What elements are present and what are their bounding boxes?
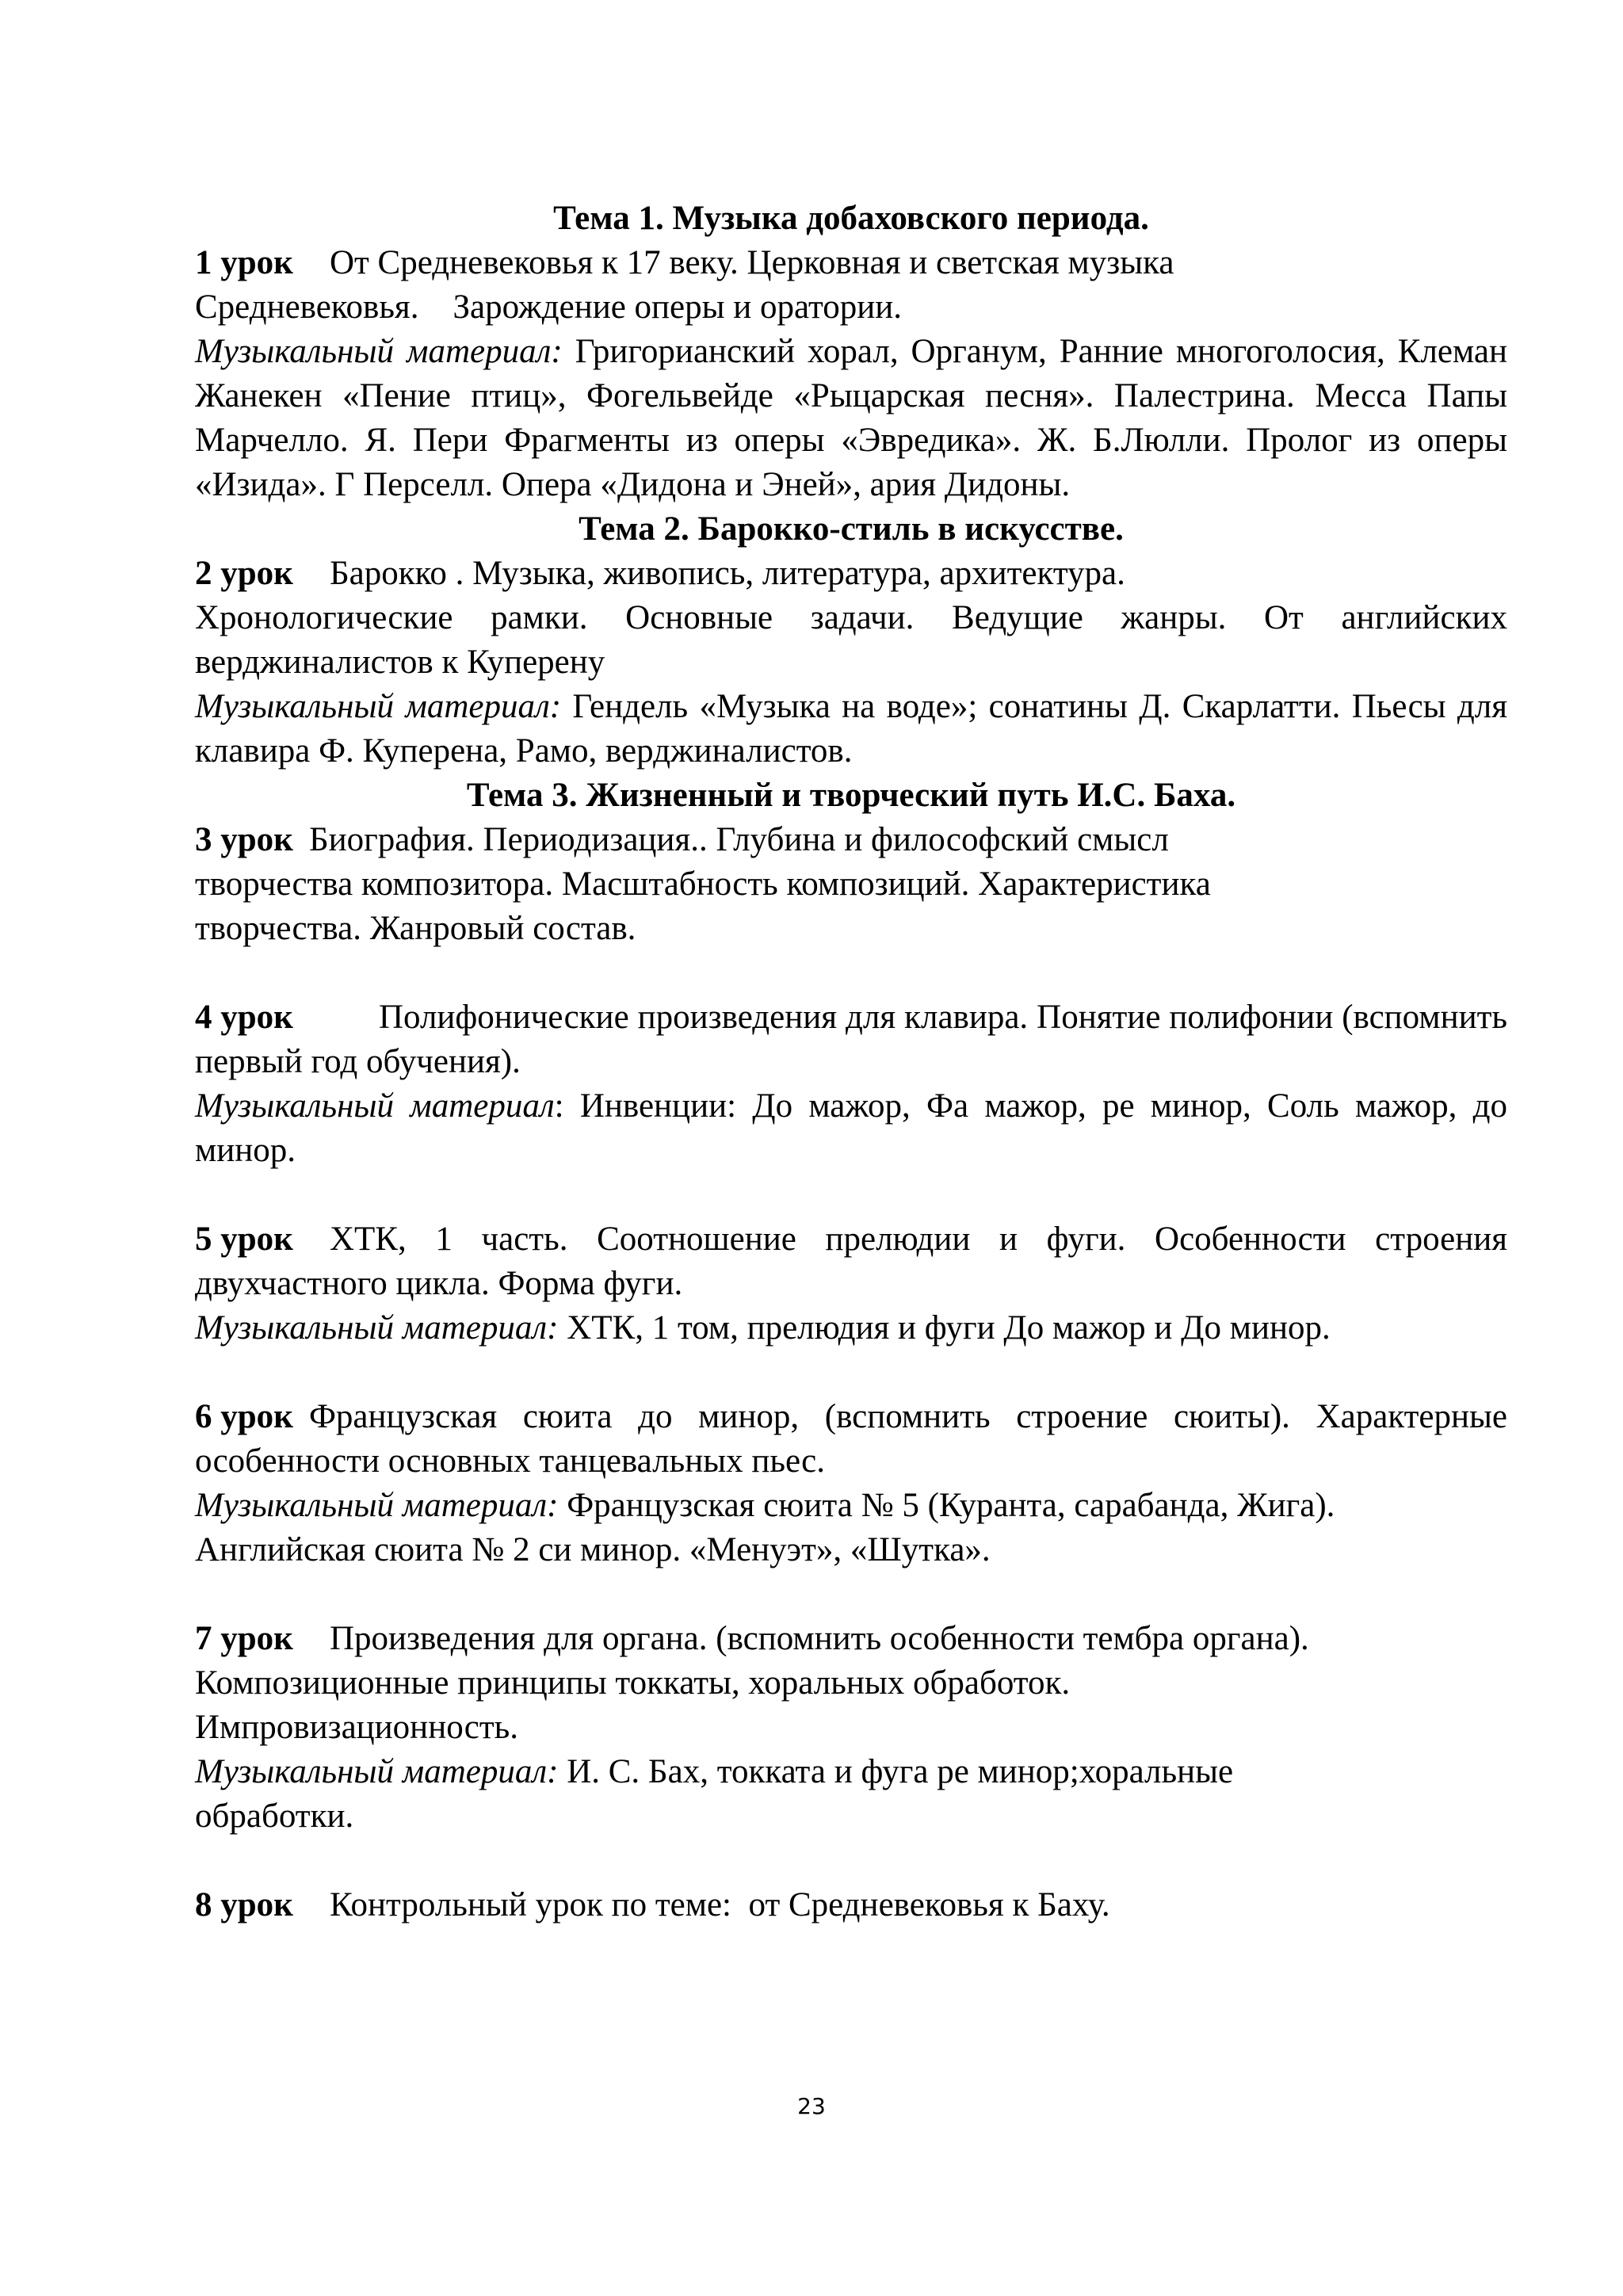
lesson-4 [195,995,1507,1084]
lesson-7-material-continued: обработки. [195,1797,354,1835]
lesson-8-text: Контрольный урок по теме: от Средневековья к Баху. [329,1886,1110,1924]
page-body [195,197,1507,1927]
lesson-6-material [195,1484,1507,1528]
lesson-8 [195,1883,1507,1927]
lesson-7-text: Произведения для органа. (вспомнить особенности тембра органа). [329,1620,1309,1657]
spacer [195,1839,1507,1883]
lesson-2-material-label: Музыкальный материал: [195,688,562,725]
lesson-6-material-label: Музыкальный материал: [195,1487,559,1524]
spacer [195,1350,1507,1395]
page-number: 23 [797,2093,826,2119]
topic-1-heading: Тема 1. Музыка добаховского периода. [553,200,1149,237]
lesson-6-number: 6 урок [195,1398,293,1435]
lesson-8-number: 8 урок [195,1886,293,1924]
lesson-5-material-label: Музыкальный материал: [195,1309,559,1347]
lesson-4-material-label: Музыкальный материал [195,1087,555,1125]
lesson-2-material [195,685,1507,774]
lesson-4-number: 4 урок [195,999,293,1036]
lesson-7-material [195,1750,1507,1794]
lesson-1-material-text: Григорианский хорал, Органум, Ранние многоголосия, Клеман Жанекен «Пение птиц», Фогельвейде «Рыцарская песня». Палестрина. Месса Папы Марчелло. Я. Пери Фрагменты из оперы «Эвредика». Ж. Б.Люлли. Пролог из оперы «Изида». Г Перселл. Опера «Дидона и Эней», ария Дидоны. [195,333,1508,503]
lesson-4-material-text: : Инвенции: До мажор, Фа мажор, ре минор, Соль мажор, до минор. [195,1087,1507,1169]
lesson-4-material [195,1084,1507,1173]
lesson-1 [195,241,1507,285]
lesson-5-number: 5 урок [195,1221,293,1258]
topic-3-heading: Тема 3. Жизненный и творческий путь И.С. Баха. [466,777,1236,814]
lesson-1-text: От Средневековья к 17 веку. Церковная и светская музыка [329,244,1174,281]
lesson-2-text-continued: Хронологические рамки. Основные задачи. Ведущие жанры. От английских верджиналистов к Куперену [195,599,1507,681]
lesson-7 [195,1617,1507,1661]
lesson-7-material-text: И. С. Бах, токката и фуга ре минор;хоральные [567,1753,1234,1790]
spacer [195,951,1507,995]
lesson-3 [195,818,1507,862]
lesson-2-text: Барокко . Музыка, живопись, литература, архитектура. [329,555,1125,592]
lesson-6-text-continued: Английская сюита № 2 си минор. «Менуэт», «Шутка». [195,1531,991,1568]
lesson-1-text-continued: Средневековья. Зарождение оперы и оратории. [195,288,903,326]
lesson-7-text-line-3: Импровизационность. [195,1709,519,1746]
lesson-7-text-line-2: Композиционные принципы токкаты, хоральных обработок. [195,1664,1071,1702]
lesson-1-number: 1 урок [195,244,293,281]
lesson-1-material [195,330,1507,507]
lesson-6-material-text: Французская сюита № 5 (Куранта, сарабанда, Жига). [567,1487,1335,1524]
lesson-2-number: 2 урок [195,555,293,592]
lesson-5-text: ХТК, 1 часть. Соотношение прелюдии и фуги. Особенности строения двухчастного цикла. Форма фуги. [195,1221,1507,1302]
spacer [195,1173,1507,1217]
lesson-5-material [195,1306,1507,1350]
lesson-5-material-text: ХТК, 1 том, прелюдия и фуги До мажор и До минор. [567,1309,1331,1347]
lesson-6-text: Французская сюита до минор, (вспомнить строение сюиты). Характерные особенности основных танцевальных пьес. [195,1398,1507,1480]
lesson-3-text: Биография. Периодизация.. Глубина и философский смысл [308,821,1169,858]
lesson-5 [195,1217,1507,1306]
lesson-3-number: 3 урок [195,821,293,858]
lesson-2 [195,552,1507,596]
lesson-7-material-label: Музыкальный материал: [195,1753,559,1790]
lesson-2-material-text: Гендель «Музыка на воде»; сонатины Д. Скарлатти. Пьесы для клавира Ф. Куперена, Рамо, верджиналистов. [195,688,1508,770]
lesson-3-text-line-2: творчества композитора. Масштабность композиций. Характеристика [195,865,1211,903]
lesson-6 [195,1395,1507,1484]
lesson-1-material-label: Музыкальный материал: [195,333,563,370]
lesson-7-number: 7 урок [195,1620,293,1657]
lesson-3-text-line-3: творчества. Жанровый состав. [195,910,636,947]
spacer [195,1572,1507,1617]
lesson-4-text: Полифонические произведения для клавира. Понятие полифонии (вспомнить первый год обучения). [195,999,1507,1080]
topic-2-heading: Тема 2. Барокко-стиль в искусстве. [579,510,1124,548]
